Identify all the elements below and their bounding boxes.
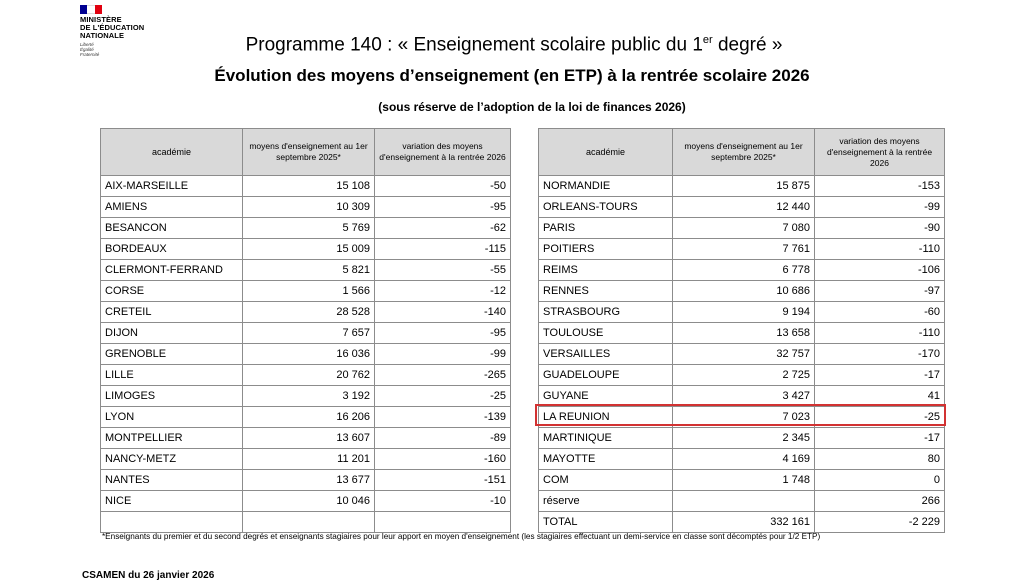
table-row [539, 365, 945, 386]
cell-academie: AIX-MARSEILLE [101, 176, 243, 197]
cell-variation: 266 [815, 491, 945, 512]
cell-variation: -160 [375, 449, 511, 470]
table-row [539, 491, 945, 512]
cell-moyens: 332 161 [673, 512, 815, 533]
cell-variation: 0 [815, 470, 945, 491]
table-row [539, 239, 945, 260]
cell-variation: -153 [815, 176, 945, 197]
header-variation: variation des moyens d'enseignement à la rentrée 2026 [375, 129, 511, 176]
cell-academie: MONTPELLIER [101, 428, 243, 449]
cell-academie: GRENOBLE [101, 344, 243, 365]
cell-moyens: 9 194 [673, 302, 815, 323]
table-row [539, 176, 945, 197]
table-row [539, 323, 945, 344]
table-row [539, 407, 945, 428]
cell-academie: AMIENS [101, 197, 243, 218]
cell-moyens: 3 192 [243, 386, 375, 407]
cell-variation: -25 [375, 386, 511, 407]
cell-academie: GUADELOUPE [539, 365, 673, 386]
table-header-row [101, 129, 511, 176]
ministry-motto: Liberté Égalité Fraternité [80, 42, 100, 57]
cell-academie: CLERMONT-FERRAND [101, 260, 243, 281]
cell-academie: NANTES [101, 470, 243, 491]
cell-academie: NANCY-METZ [101, 449, 243, 470]
cell-academie: BORDEAUX [101, 239, 243, 260]
header-academie: académie [539, 129, 673, 176]
header-moyens: moyens d'enseignement au 1er septembre 2025* [673, 129, 815, 176]
cell-academie: REIMS [539, 260, 673, 281]
table-row [539, 281, 945, 302]
cell-moyens: 1 748 [673, 470, 815, 491]
table-row [539, 470, 945, 491]
cell-moyens: 15 009 [243, 239, 375, 260]
cell-variation: -17 [815, 365, 945, 386]
cell-moyens: 28 528 [243, 302, 375, 323]
cell-variation: -25 [815, 407, 945, 428]
cell-academie: POITIERS [539, 239, 673, 260]
meeting-reference: CSAMEN du 26 janvier 2026 [82, 570, 215, 581]
cell-moyens: 15 875 [673, 176, 815, 197]
cell-academie: ORLEANS-TOURS [539, 197, 673, 218]
cell-academie: BESANCON [101, 218, 243, 239]
header-academie: académie [101, 129, 243, 176]
cell-variation: -139 [375, 407, 511, 428]
table-header-row [539, 129, 945, 176]
table-row [101, 197, 511, 218]
cell-moyens: 6 778 [673, 260, 815, 281]
table-row [101, 218, 511, 239]
cell-academie: MARTINIQUE [539, 428, 673, 449]
cell-academie: LILLE [101, 365, 243, 386]
cell-moyens [243, 512, 375, 533]
cell-variation: -50 [375, 176, 511, 197]
cell-moyens: 11 201 [243, 449, 375, 470]
cell-moyens: 20 762 [243, 365, 375, 386]
cell-academie: NORMANDIE [539, 176, 673, 197]
table-row [101, 344, 511, 365]
cell-variation: -62 [375, 218, 511, 239]
cell-variation: -151 [375, 470, 511, 491]
cell-academie: LA REUNION [539, 407, 673, 428]
cell-variation: -110 [815, 239, 945, 260]
page-title: Programme 140 : « Enseignement scolaire public du 1er degré » [245, 34, 783, 56]
table-row [101, 428, 511, 449]
cell-variation: -12 [375, 281, 511, 302]
table-row [101, 512, 511, 533]
cell-moyens: 7 657 [243, 323, 375, 344]
cell-moyens: 4 169 [673, 449, 815, 470]
cell-academie: LYON [101, 407, 243, 428]
cell-variation: -265 [375, 365, 511, 386]
cell-moyens: 15 108 [243, 176, 375, 197]
cell-variation: -115 [375, 239, 511, 260]
cell-academie: TOULOUSE [539, 323, 673, 344]
cell-academie: LIMOGES [101, 386, 243, 407]
table-row [539, 302, 945, 323]
cell-variation: -170 [815, 344, 945, 365]
cell-moyens: 10 309 [243, 197, 375, 218]
table-row [101, 365, 511, 386]
cell-academie: réserve [539, 491, 673, 512]
cell-academie: CRETEIL [101, 302, 243, 323]
ministry-name: MINISTÈRE DE L'ÉDUCATION NATIONALE [80, 15, 145, 40]
cell-moyens: 7 080 [673, 218, 815, 239]
cell-academie: CORSE [101, 281, 243, 302]
cell-moyens: 13 658 [673, 323, 815, 344]
cell-variation: -55 [375, 260, 511, 281]
cell-moyens: 10 686 [673, 281, 815, 302]
table-row [539, 449, 945, 470]
table-row [539, 197, 945, 218]
cell-variation: -97 [815, 281, 945, 302]
table-row [101, 239, 511, 260]
cell-variation: -99 [375, 344, 511, 365]
cell-moyens: 16 036 [243, 344, 375, 365]
cell-variation: -95 [375, 197, 511, 218]
table-row [101, 407, 511, 428]
cell-moyens: 7 023 [673, 407, 815, 428]
cell-variation: -110 [815, 323, 945, 344]
cell-moyens: 5 769 [243, 218, 375, 239]
cell-moyens: 5 821 [243, 260, 375, 281]
cell-variation: 80 [815, 449, 945, 470]
cell-moyens: 13 677 [243, 470, 375, 491]
page-subtitle: Évolution des moyens d’enseignement (en ETP) à la rentrée scolaire 2026 [214, 66, 810, 85]
table-row [101, 491, 511, 512]
table-row [101, 176, 511, 197]
table-row [101, 260, 511, 281]
table-row [101, 323, 511, 344]
table-row [101, 449, 511, 470]
cell-moyens: 3 427 [673, 386, 815, 407]
cell-variation: -95 [375, 323, 511, 344]
cell-moyens: 32 757 [673, 344, 815, 365]
cell-variation: -17 [815, 428, 945, 449]
cell-moyens: 16 206 [243, 407, 375, 428]
cell-moyens [673, 491, 815, 512]
cell-academie: VERSAILLES [539, 344, 673, 365]
header-moyens: moyens d'enseignement au 1er septembre 2025* [243, 129, 375, 176]
cell-academie: TOTAL [539, 512, 673, 533]
table-row [539, 428, 945, 449]
cell-variation: -10 [375, 491, 511, 512]
cell-variation: -60 [815, 302, 945, 323]
cell-moyens: 2 725 [673, 365, 815, 386]
left-table [100, 128, 511, 533]
cell-academie [101, 512, 243, 533]
cell-variation [375, 512, 511, 533]
table-row [539, 512, 945, 533]
cell-academie: COM [539, 470, 673, 491]
right-table [538, 128, 945, 533]
cell-variation: -90 [815, 218, 945, 239]
french-flag-icon [80, 5, 102, 14]
cell-academie: GUYANE [539, 386, 673, 407]
cell-academie: NICE [101, 491, 243, 512]
cell-moyens: 10 046 [243, 491, 375, 512]
cell-academie: DIJON [101, 323, 243, 344]
header-variation: variation des moyens d'enseignement à la rentrée 2026 [815, 129, 945, 176]
table-row [539, 218, 945, 239]
cell-moyens: 7 761 [673, 239, 815, 260]
table-row [539, 344, 945, 365]
table-row [539, 260, 945, 281]
cell-moyens: 13 607 [243, 428, 375, 449]
cell-variation: -140 [375, 302, 511, 323]
table-row [539, 386, 945, 407]
cell-academie: MAYOTTE [539, 449, 673, 470]
table-row [101, 281, 511, 302]
cell-academie: RENNES [539, 281, 673, 302]
table-row [101, 302, 511, 323]
cell-moyens: 12 440 [673, 197, 815, 218]
cell-variation: -89 [375, 428, 511, 449]
cell-moyens: 2 345 [673, 428, 815, 449]
cell-academie: STRASBOURG [539, 302, 673, 323]
cell-moyens: 1 566 [243, 281, 375, 302]
table-row [101, 386, 511, 407]
cell-academie: PARIS [539, 218, 673, 239]
cell-variation: -106 [815, 260, 945, 281]
table-row [101, 470, 511, 491]
cell-variation: -99 [815, 197, 945, 218]
cell-variation: 41 [815, 386, 945, 407]
footnote: *Enseignants du premier et du second degrés et enseignants stagiaires pour leur apport en moyen d'enseignement (les stagiaires effectuant un demi-service en classe sont décomptés pour 1/2 ETP) [102, 532, 821, 541]
page-note: (sous réserve de l’adoption de la loi de finances 2026) [378, 100, 686, 114]
cell-variation: -2 229 [815, 512, 945, 533]
